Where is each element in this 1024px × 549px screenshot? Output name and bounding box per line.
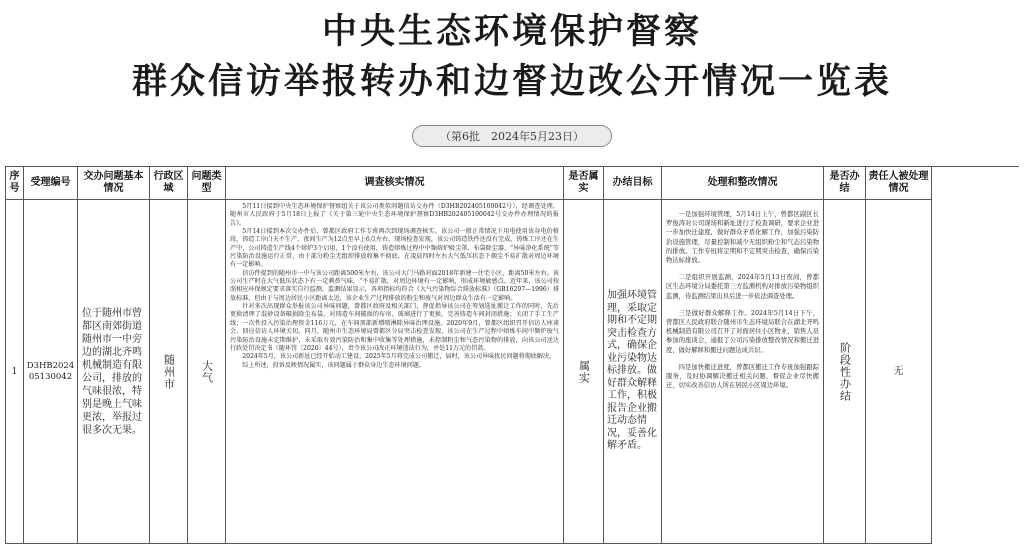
- row-closed: 阶段性办结: [838, 341, 852, 402]
- col-header-region: 行政区域: [150, 167, 188, 200]
- handling-paragraph: 四是加快搬迁进度，曾都区搬迁工作专班加强跟踪服务，及时协调解决搬迁相关问题，督促企业尽快搬迁，切实改善信访人所在居民小区周边环境。: [666, 363, 819, 390]
- row-closed-cell: [824, 200, 866, 544]
- title-line-2: 群众信访举报转办和边督边改公开情况一览表: [131, 62, 892, 102]
- batch-date-badge: （第6批 2024年5月23日）: [412, 125, 612, 147]
- col-header-case-no: 受理编号: [24, 167, 78, 200]
- row-summary: 位于随州市曾都区南郊街道随州市一中旁边的湖北齐鸣机械制造有限公司，排放的气味很浓，特别是晚上气味更浓，举报过很多次无果。: [78, 200, 150, 544]
- col-header-type: 问题类型: [188, 167, 226, 200]
- row-handling: [662, 200, 824, 544]
- row-investigation: [226, 200, 564, 544]
- col-header-index: 序号: [6, 167, 24, 200]
- row-type: 大气: [200, 359, 214, 384]
- col-header-closed: 是否办结: [824, 167, 866, 200]
- title-line-1: 中央生态环境保护督察: [321, 12, 702, 52]
- row-index: 1: [6, 200, 24, 544]
- col-header-summary: 交办问题基本情况: [78, 167, 150, 200]
- investigation-paragraph: 2024年5月，该公司新址已经开始动工建设，2025年5月将完成公司搬迁，届时，该公司异味扰民问题将彻底解决。: [242, 353, 556, 361]
- disclosure-table: [5, 166, 1019, 544]
- handling-paragraph: 二是组织开展监测，2024年5月13日夜间，曾都区生态环境分局委托第三方监测机构对排放污染物组织监测，待监测结果出具后进一步依法调查处理。: [666, 274, 819, 300]
- row-accountability: 无: [866, 200, 932, 544]
- investigation-paragraph: 5月14日接到本次交办件后，曾都区政府工作专班再次到现场调查核实。该公司一般正常情况下用电使用该谷电价格段，铸造工序白天不生产，夜间生产为12点至早上6点左右，现场检查发现，该公司铸造铁件还没有完成，铸炼工序还在生产中，公司铸造生产线4个熔炉3个启用，1个没有使用，铸造熔炼过程中中频熔炉吸尘罩、布袋除尘器、“异味净化系统”等污染防治设施运行正常，由于部分粉尘无组织排放收集不彻底，在凌晨四时左右大气低压状态下烟尘不易扩散对周边环境有一定影响。: [230, 228, 559, 269]
- row-type-cell: [188, 200, 226, 544]
- row-case-no: D3HB202405130042: [24, 200, 78, 544]
- investigation-paragraph: 5月11日接到中央生态环境保护督察组关于该公司类似问题信访交办件（D3HB202405100042号），经调查处理，随州市人民政府于5月18日上报了《关于第三轮中央生态环境保护督察D3HB202405100042号交办件办理情况的报告》。: [230, 203, 559, 227]
- row-region: 随州市: [162, 353, 176, 390]
- handling-paragraph: 一是加强环境管理，5月14日上午，曾都区副区长罗俊涛对公司现场和新址进行了检查调研，要求企业进一步加快迁建度，做好群众矛盾化解工作，加强污染防治设施管理，尽量控制和减少无组织粉尘和气态污染物的排放。工作专班将定期和不定期突击检查，确保污染物达标排放。: [666, 211, 819, 265]
- col-header-investigation: 调查核实情况: [226, 167, 564, 200]
- investigation-paragraph: 信访件提到的随州市一中与该公司距离500米左右，该公司大门马路对面2018年新建一住宅小区，距离50米左右。该公司生产时在大气低压状态下有一定刺鼻气味，“不易扩散，对周边环境有一定影响，形成环境敏感点。近年来，该公司按照相应环保规定要求落实自行监测，监测结果显示，各项指标均符合《大气污染物综合排放标准》（GB16297—1996）排放标准，但由于与周边居民小区距离太近，该企业生产过程排放的粉尘和废气对周边群众生活有一定影响。: [230, 269, 559, 302]
- row-verified-cell: [564, 200, 604, 544]
- investigation-paragraph: 针对多次出现群众举报该公司异味问题，曾都区政府及相关部门，督促指导该公司在筹划选址搬迁工作的同时，先后更换清理了混砂设备破损除尘布袋，对铸造车间破损的布帘、玻璃进行了更换，完善铸造车间封闭措施；关闭了手工生产线；一次性投入污染治理资金116万元，在车间顶部新增喷淋除异味治理设施。2020年9月，曾都区组织召开信访人座谈会，回应信访人环境关切。同月，随州市生态环境局曾都区分局突击检查发现，该公司在生产过程中熔炼车间中频炉废气污染防治设施未定期维护，未采取有效污染防治和集中收集等处理措施，未控制粉尘和气态污染物的排放，向该公司送达行政处罚决定书（随环罚〔2020〕44号），责令该公司改正环境违法行为，并处11万元的罚款。: [230, 303, 559, 352]
- row-region-cell: [150, 200, 188, 544]
- row-verified: 属实: [577, 359, 591, 384]
- col-header-accountability: 责任人被处理情况: [866, 167, 932, 200]
- investigation-paragraph: 综上所述，投诉反映情况属实，该问题属于群众身边生态环境问题。: [242, 361, 425, 369]
- col-header-verified: 是否属实: [564, 167, 604, 200]
- row-goal: 加强环境管理，采取定期和不定期突击检查方式，确保企业污染物达标排放。做好群众解释工作，积极报告企业搬迁动态情况，妥善化解矛盾。: [604, 200, 662, 544]
- col-header-goal: 办结目标: [604, 167, 662, 200]
- col-header-handling: 处理和整改情况: [662, 167, 824, 200]
- handling-paragraph: 三是做好群众解释工作。2024年5月14日下午，曾都区人民政府联合随州市生态环境局联合在湖北齐鸣机械制造有限公司召开了对面居住小区物业、销售人员参加的座谈会，通报了公司污染排放整改情况和搬迁进度，做好解释和搬迁问题达成共识。: [666, 309, 819, 354]
